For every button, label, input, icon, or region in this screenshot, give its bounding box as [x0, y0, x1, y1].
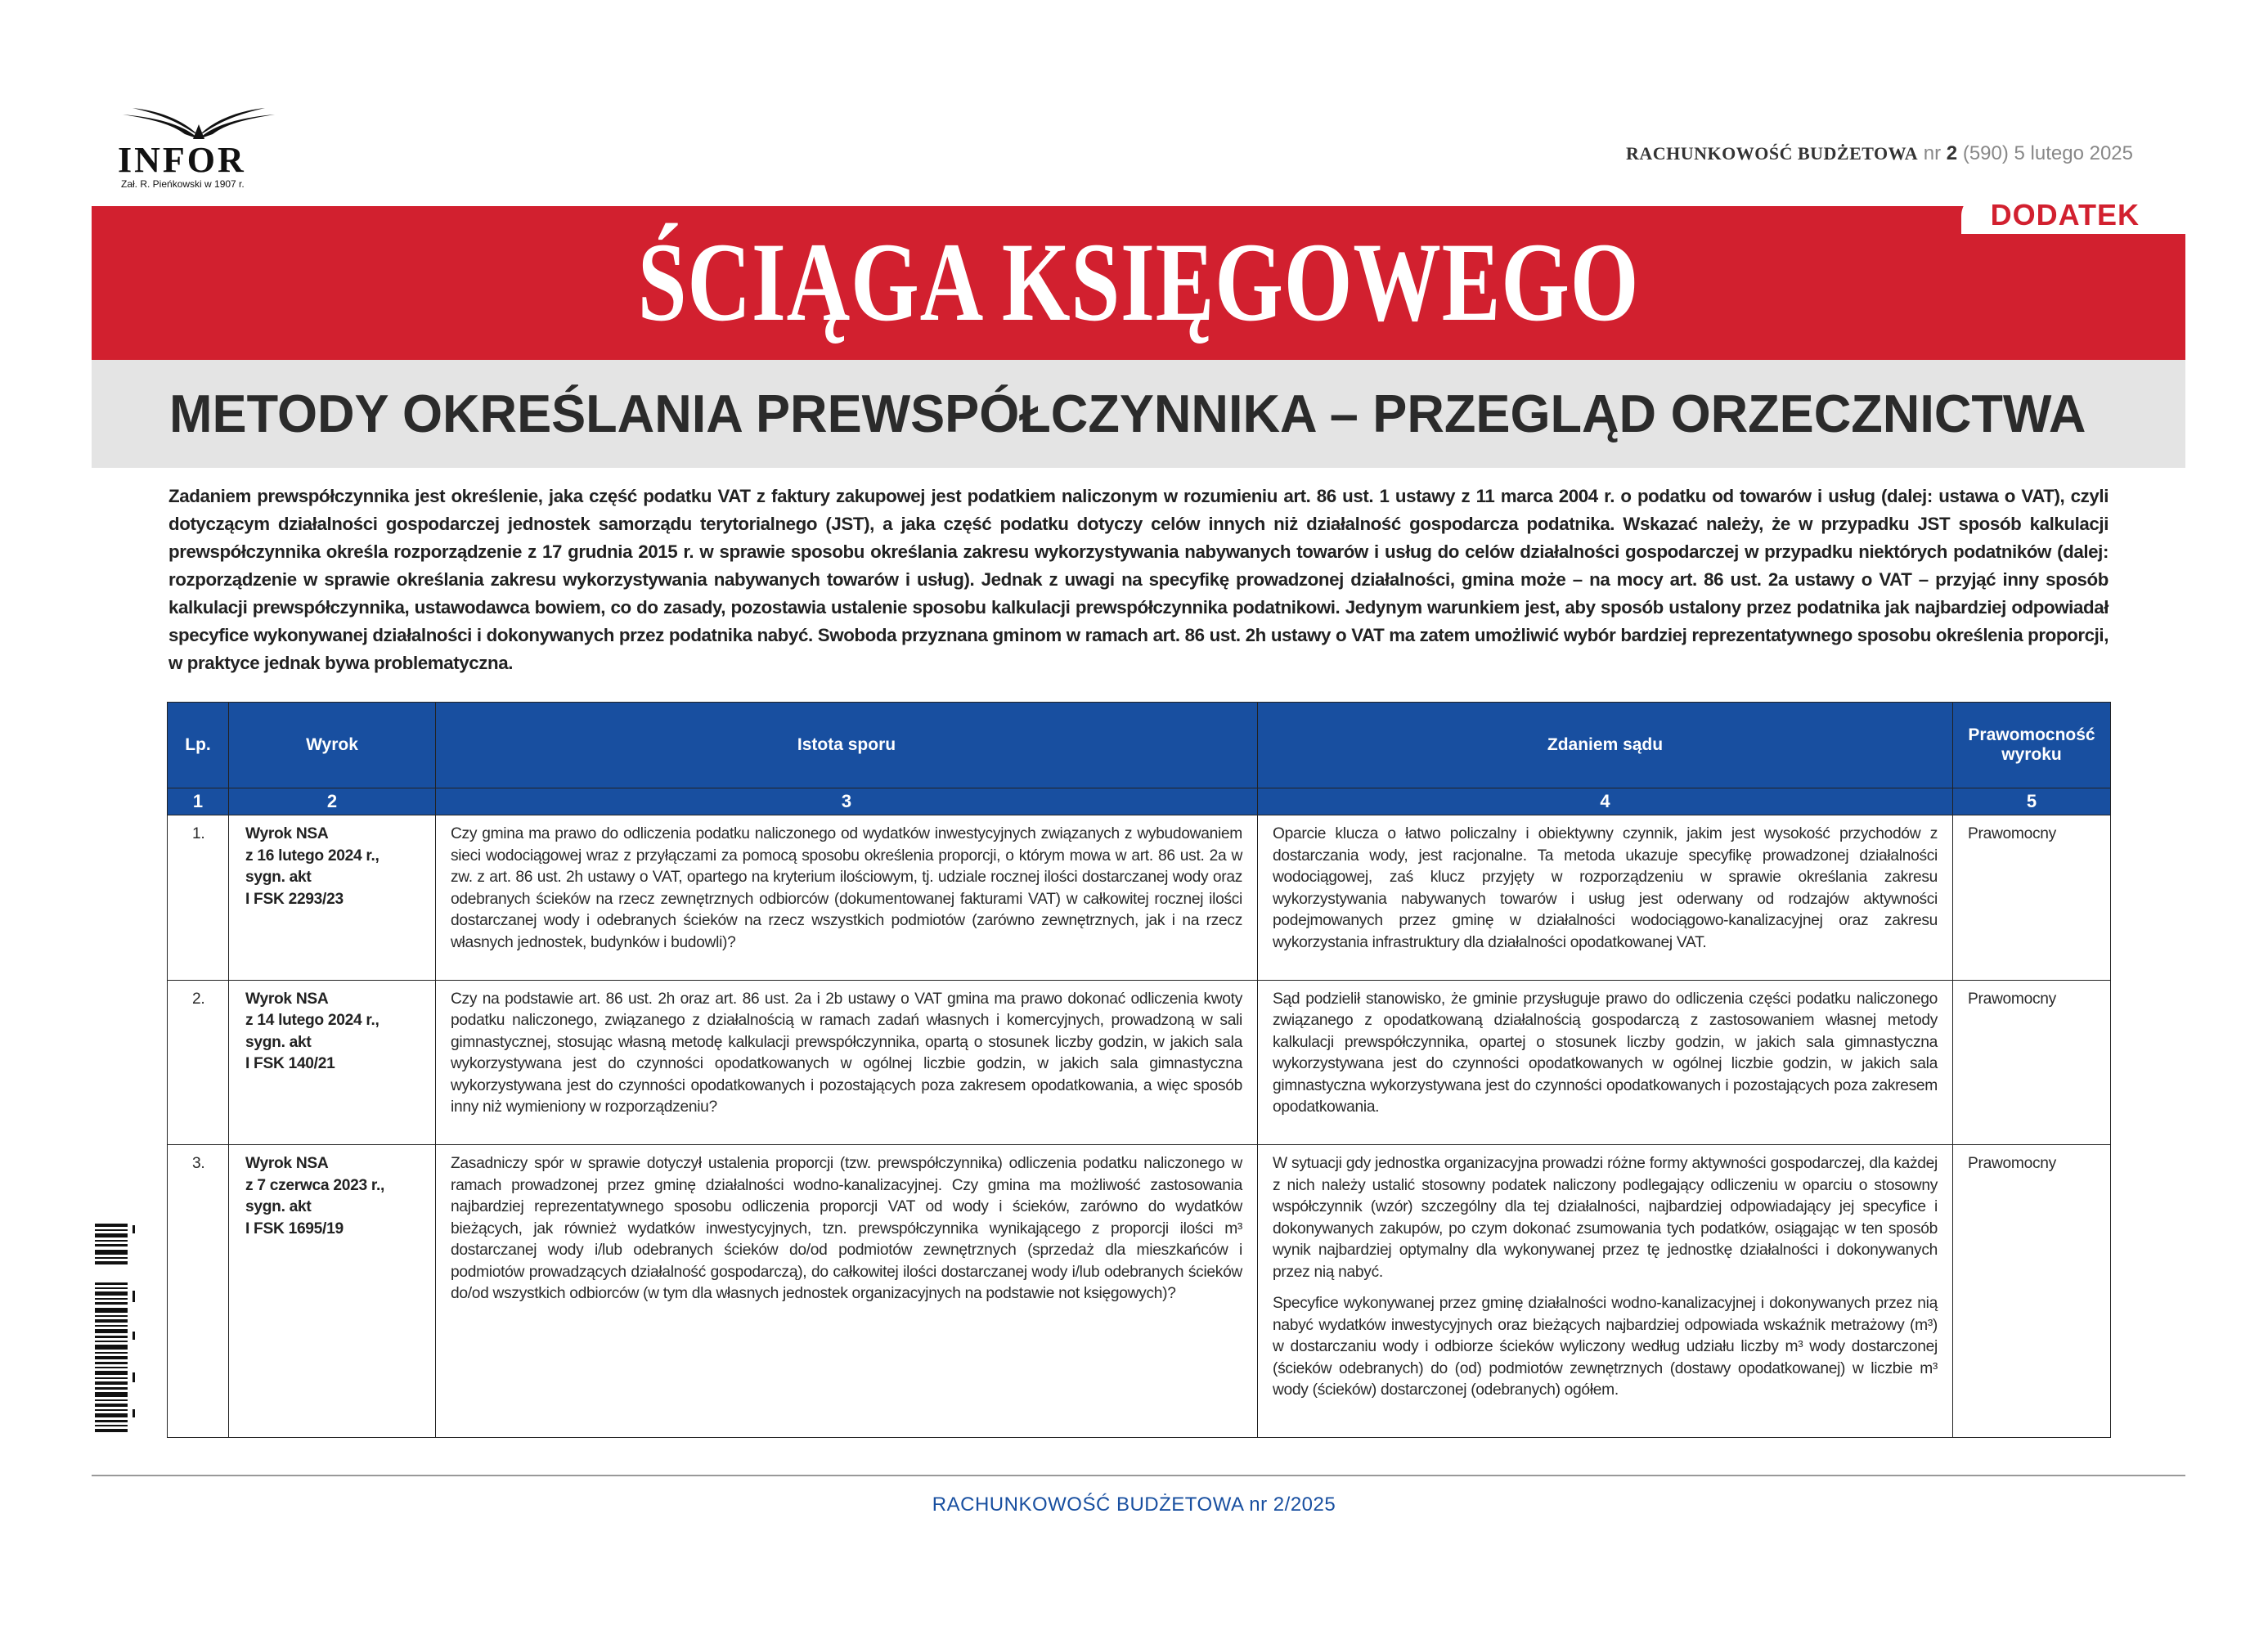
row-lp: 3. [168, 1145, 229, 1438]
row-court-opinion [1258, 1145, 1953, 1438]
row-court-opinion [1258, 815, 1953, 981]
logo-since: Zał. R. Pieńkowski w 1907 r. [121, 178, 245, 190]
row-ruling [229, 980, 436, 1145]
col-header-zdanie: Zdaniem sądu [1258, 703, 1953, 788]
subtitle-banner [92, 360, 2185, 468]
issue-info [1626, 142, 2133, 165]
table-row [168, 980, 2111, 1145]
row-dispute: Czy gmina ma prawo do odliczenia podatku naliczonego od wydatków inwestycyjnych związanych z wybudowaniem sieci wodociągowej wraz z przyłączami za pomocą sposobu określenia proporcji, o którym mowa w art. 86 ust. 2a w zw. z art. 86 ust. 2h ustawy o VAT, opartego na kryterium ilościowym, tj. udziale rocznej ilości dostarczanej wody oraz odebranych ścieków na rzecz zewnętrznych odbiorców (dokumentowanej fakturami VAT) w całkowitej rocznej ilości dostarczanej wody i odebranych ścieków na rzecz wszystkich podmiotów (zarówno zewnętrznych, jak i na rzecz własnych jednostek, budynków i budowli)? [436, 815, 1258, 981]
row-lp: 1. [168, 815, 229, 981]
ruling-court: Wyrok NSA [245, 990, 329, 1008]
opinion-text: Sąd podzielił stanowisko, że gminie przysługuje prawo do odliczenia części podatku naliczonego związanego z opodatkowaną działalnością gospodarczą z zastosowaniem własnej metody kalkulacji prewspółczynnika, opartej o stosunek liczby godzin, w jakich sala gimnastyczna wykorzystywana jest do czynności opodatkowanych w ogólnej liczbie godzin, w jakich sala gimnastyczna wykorzystywana jest do czynności opodatkowanych i pozostających poza zakresem opodatkowania. [1273, 990, 1938, 1116]
row-dispute: Czy na podstawie art. 86 ust. 2h oraz art. 86 ust. 2a i 2b ustawy o VAT gmina ma prawo dokonać odliczenia kwoty podatku naliczonego, związanego z działalnością w ramach zadań własnych i komercyjnych, prowadzoną w sali gimnastycznej, stosując własną metodę kalkulacji prewspółczynnika, opartą o stosunek liczby godzin, w jakich sala wykorzystywana jest do czynności opodatkowanych w ogólnej liczbie godzin, w jakich sala gimnastyczna wykorzystywana jest do czynności opodatkowanych i pozostających poza zakresem opodatkowania, a więc sposób inny niż wymieniony w rozporządzeniu? [436, 980, 1258, 1145]
issue-number: 2 [1946, 142, 1958, 164]
row-finality: Prawomocny [1953, 980, 2111, 1145]
eagle-wings-icon [121, 106, 276, 141]
opinion-text: W sytuacji gdy jednostka organizacyjna prowadzi różne formy aktywności gospodarczej, dla każdej z nich należy ustalić stosowny podatek naliczony podlegający odliczeniu w oparciu o stosowny współczynnik (wzór) szczególny dla tej działalności, najbardziej odpowiadający jej specyfice i dokonywanych zakupów, po czym dokonać zsumowania tych podatków, osiągając w ten sposób wynik najbardziej optymalny dla wykonywanej przez tę jednostkę działalności i dokonywanych przez nią nabyć. [1273, 1155, 1938, 1281]
opinion-text-2: Specyfice wykonywanej przez gminę działalności wodno-kanalizacyjnej i dokonywanych przez nią nabyć wydatków inwestycyjnych oraz bieżących najbardziej odpowiada wskaźnik metrażowy (m³) w dostarczaniu wody i odbiorze ścieków wyliczony według udziału liczby m³ wody dostarczonej (ścieków odebranych) do (od) podmiotów zewnętrznych (dostawy opodatkowanej) w liczbie m³ wody (ścieków) dostarczonej (odebranych) ogółem. [1273, 1295, 1938, 1399]
col-header-prawomocnosc: Prawomocność wyroku [1953, 703, 2111, 788]
intro-paragraph: Zadaniem prewspółczynnika jest określenie, jaka część podatku VAT z faktury zakupowej jest podatkiem naliczonym w rozumieniu art. 86 ust. 1 ustawy z 11 marca 2004 r. o podatku od towarów i usług (dalej: ustawa o VAT), czyli dotyczącym działalności gospodarczej jednostek samorządu terytorialnego (JST), a jaka część podatku dotyczy celów innych niż działalność gospodarcza podatnika. Wskazać należy, że w przypadku JST sposób kalkulacji prewspółczynnika określa rozporządzenie z 17 grudnia 2015 r. w sprawie sposobu określania zakresu wykorzystywania nabywanych towarów i usług do celów działalności gospodarczej w przypadku niektórych podatników (dalej: rozporządzenie w sprawie określania zakresu wykorzystywania nabywanych towarów i usług). Jednak z uwagi na specyfikę prowadzonej działalności, gmina może – na mocy art. 86 ust. 2a ustawy o VAT – przyjąć inny sposób kalkulacji prewspółczynnika, ustawodawca bowiem, co do zasady, pozostawia ustalenie sposobu kalkulacji prewspółczynnika podatnikowi. Jedynym warunkiem jest, aby sposób ustalony przez podatnika jak najbardziej odpowiadał specyfice wykonywanej działalności i dokonywanych przez podatnika nabyć. Swoboda przyznana gminom w ramach art. 86 ust. 2h ustawy o VAT ma zatem umożliwić wybór bardziej reprezentatywnego sposobu określenia proporcji, w praktyce jednak bywa problematyczna. [168, 486, 2109, 673]
col-header-wyrok: Wyrok [229, 703, 436, 788]
rulings-table [167, 702, 2111, 1438]
ruling-court: Wyrok NSA [245, 825, 329, 842]
ruling-ref-label: sygn. akt [245, 869, 312, 886]
barcode-icon [95, 1217, 142, 1442]
issue-date: 5 lutego 2025 [2014, 142, 2133, 164]
table-number-row [168, 788, 2111, 815]
row-dispute: Zasadniczy spór w sprawie dotyczył ustalenia proporcji (tzw. prewspółczynnika) odliczenia podatku naliczonego w ramach prowadzonej przez gminę działalności wodno-kanalizacyjnej. Czy gmina ma możliwość zastosowania najbardziej reprezentatywnego sposobu odliczenia proporcji VAT od wody i ścieków, zarówno do wydatków bieżących, jak również wydatków inwestycyjnych, tzn. prewspółczynnika wynikającego z proporcji ilości m³ dostarczanej wody i/lub odebranych ścieków do/od podmiotów zewnętrznych (sprzedaż dla mieszkańców i podmiotów prowadzących działalność gospodarczą), do całkowitej ilości dostarczanej wody i/lub odebranych ścieków do/od wszystkich odbiorców (w tym dla własnych jednostek organizacyjnych na podstawie not księgowych)? [436, 1145, 1258, 1438]
col-number: 4 [1258, 788, 1953, 815]
table-row [168, 815, 2111, 981]
col-number: 1 [168, 788, 229, 815]
col-number: 5 [1953, 788, 2111, 815]
infor-logo [115, 106, 286, 188]
publication-name: RACHUNKOWOŚĆ BUDŻETOWA [1625, 143, 1919, 164]
page-title: ŚCIĄGA KSIĘGOWEGO [637, 219, 1640, 344]
ruling-ref-label: sygn. akt [245, 1198, 312, 1216]
row-lp: 2. [168, 980, 229, 1145]
page-subtitle: METODY OKREŚLANIA PREWSPÓŁCZYNNIKA – PRZEGLĄD ORZECZNICTWA [169, 384, 2086, 443]
opinion-text: Oparcie klucza o łatwo policzalny i obiektywny czynnik, jakim jest wysokość przychodów z dostarczania wody, jest racjonalne. Ta metoda ukazuje specyfikę prowadzonej działalności wodociągowej, zaś klucz przyjęty w rozporządzeniu w sprawie określania zakresu wykorzystywania nabywanych towarów i usług jest oderwany od rodzajów aktywności podejmowanych przez gminę w działalności wodociągowo-kanalizacyjnej oraz zakresu wykorzystania infrastruktury dla działalności opodatkowanej VAT. [1273, 825, 1938, 951]
ruling-ref-label: sygn. akt [245, 1033, 312, 1051]
row-ruling [229, 815, 436, 981]
col-header-lp: Lp. [168, 703, 229, 788]
col-number: 3 [436, 788, 1258, 815]
issue-total: (590) [1962, 142, 2009, 164]
supplement-tag: DODATEK [1961, 193, 2185, 234]
footer-divider [92, 1475, 2185, 1476]
table-row [168, 1145, 2111, 1438]
ruling-court: Wyrok NSA [245, 1155, 329, 1173]
title-banner [92, 198, 2185, 360]
ruling-ref: I FSK 2293/23 [245, 890, 344, 908]
ruling-date: z 16 lutego 2024 r., [245, 847, 379, 865]
row-court-opinion [1258, 980, 1953, 1145]
ruling-date: z 14 lutego 2024 r., [245, 1012, 379, 1030]
row-finality: Prawomocny [1953, 815, 2111, 981]
table-header-row [168, 703, 2111, 788]
col-number: 2 [229, 788, 436, 815]
row-ruling [229, 1145, 436, 1438]
ruling-ref: I FSK 1695/19 [245, 1220, 344, 1237]
col-header-istota: Istota sporu [436, 703, 1258, 788]
logo-wordmark: INFOR [118, 140, 246, 180]
issue-prefix: nr [1923, 142, 1942, 164]
footer-publication: RACHUNKOWOŚĆ BUDŻETOWA nr 2/2025 [932, 1494, 1336, 1516]
ruling-ref: I FSK 140/21 [245, 1055, 335, 1073]
ruling-date: z 7 czerwca 2023 r., [245, 1176, 385, 1194]
row-finality: Prawomocny [1953, 1145, 2111, 1438]
